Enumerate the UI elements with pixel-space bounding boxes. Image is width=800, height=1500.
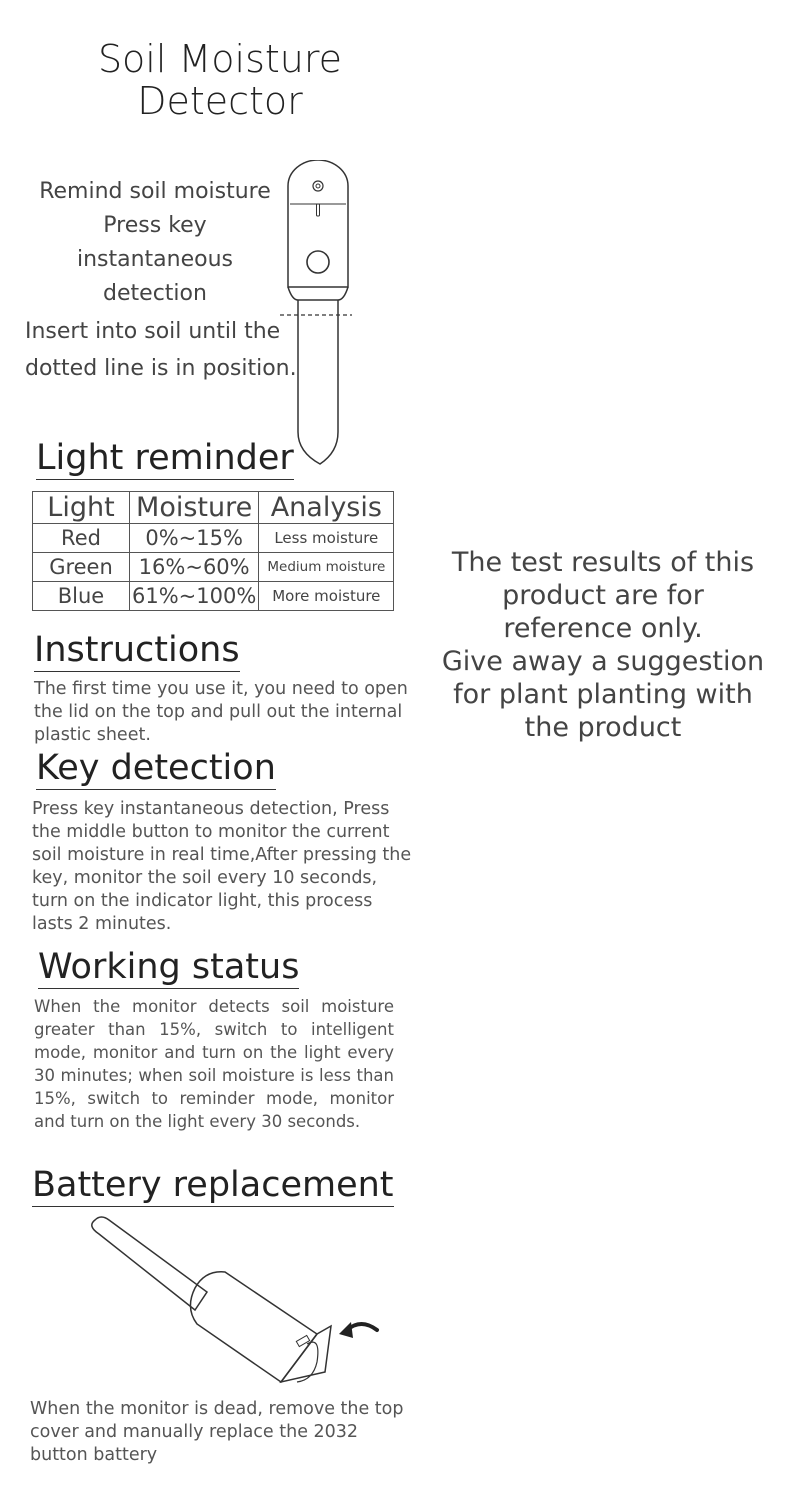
note-line-2: product are for bbox=[502, 580, 704, 611]
cell-moisture: 61%~100% bbox=[130, 582, 259, 611]
remind-line-2: Press key bbox=[103, 213, 207, 238]
note-line-6: the product bbox=[524, 712, 682, 743]
cell-light: Blue bbox=[33, 582, 130, 611]
remind-caption bbox=[25, 175, 285, 311]
insert-caption: Insert into soil until the dotted line is in position. bbox=[25, 319, 297, 381]
table-header-row bbox=[33, 492, 394, 524]
remind-line-4: detection bbox=[103, 281, 207, 306]
key-detection-text: Press key instantaneous detection, Press the middle button to monitor the current soil moisture in real time,After pressing the key, monitor the soil every 10 seconds, turn on the indicator light, this process lasts 2 minutes. bbox=[32, 799, 412, 934]
header-analysis: Analysis bbox=[259, 492, 394, 524]
soil-detector-illustration bbox=[280, 160, 360, 470]
cell-moisture: 0%~15% bbox=[130, 524, 259, 553]
table-row bbox=[33, 582, 394, 611]
curved-arrow-icon bbox=[339, 1322, 377, 1338]
working-status-heading: Working status bbox=[38, 947, 300, 987]
light-reminder-heading: Light reminder bbox=[36, 438, 294, 478]
battery-replacement-heading: Battery replacement bbox=[32, 1165, 394, 1205]
remind-line-3: instantaneous bbox=[76, 247, 234, 272]
header-moisture: Moisture bbox=[130, 492, 259, 524]
instructions-text: The first time you use it, you need to open the lid on the top and pull out the internal plastic sheet. bbox=[34, 679, 408, 745]
note-line-1: The test results of this bbox=[451, 547, 755, 578]
table-row bbox=[33, 553, 394, 582]
instructions-heading: Instructions bbox=[34, 630, 240, 670]
cell-light: Green bbox=[33, 553, 130, 582]
battery-replacement-text: When the monitor is dead, remove the top cover and manually replace the 2032 button battery bbox=[30, 1399, 404, 1465]
note-line-3: reference only. bbox=[503, 613, 703, 644]
cell-light: Red bbox=[33, 524, 130, 553]
key-detection-heading: Key detection bbox=[36, 748, 276, 788]
cell-analysis: Less moisture bbox=[259, 524, 394, 553]
title-line-2: Detector bbox=[137, 79, 303, 123]
remind-line-1: Remind soil moisture bbox=[39, 179, 271, 204]
page-title bbox=[60, 38, 380, 122]
battery-cover-illustration bbox=[85, 1212, 385, 1392]
cell-analysis: More moisture bbox=[259, 582, 394, 611]
header-light: Light bbox=[33, 492, 130, 524]
reference-note bbox=[428, 546, 778, 744]
cell-analysis: Medium moisture bbox=[259, 553, 394, 582]
detect-button-icon bbox=[307, 251, 329, 273]
table-row bbox=[33, 524, 394, 553]
leaf-icon bbox=[313, 181, 323, 191]
light-reminder-table bbox=[32, 491, 394, 611]
cell-moisture: 16%~60% bbox=[130, 553, 259, 582]
note-line-4: Give away a suggestion bbox=[441, 646, 765, 677]
title-line-1: Soil Moisture bbox=[97, 37, 343, 81]
working-status-text: When the monitor detects soil moisture greater than 15%, switch to intelligent mode, monitor and turn on the light every 30 minutes; when soil moisture is less than 15%, switch to reminder mode, monitor and turn on the light every 30 seconds. bbox=[34, 997, 394, 1131]
note-line-5: for plant planting with bbox=[453, 679, 753, 710]
